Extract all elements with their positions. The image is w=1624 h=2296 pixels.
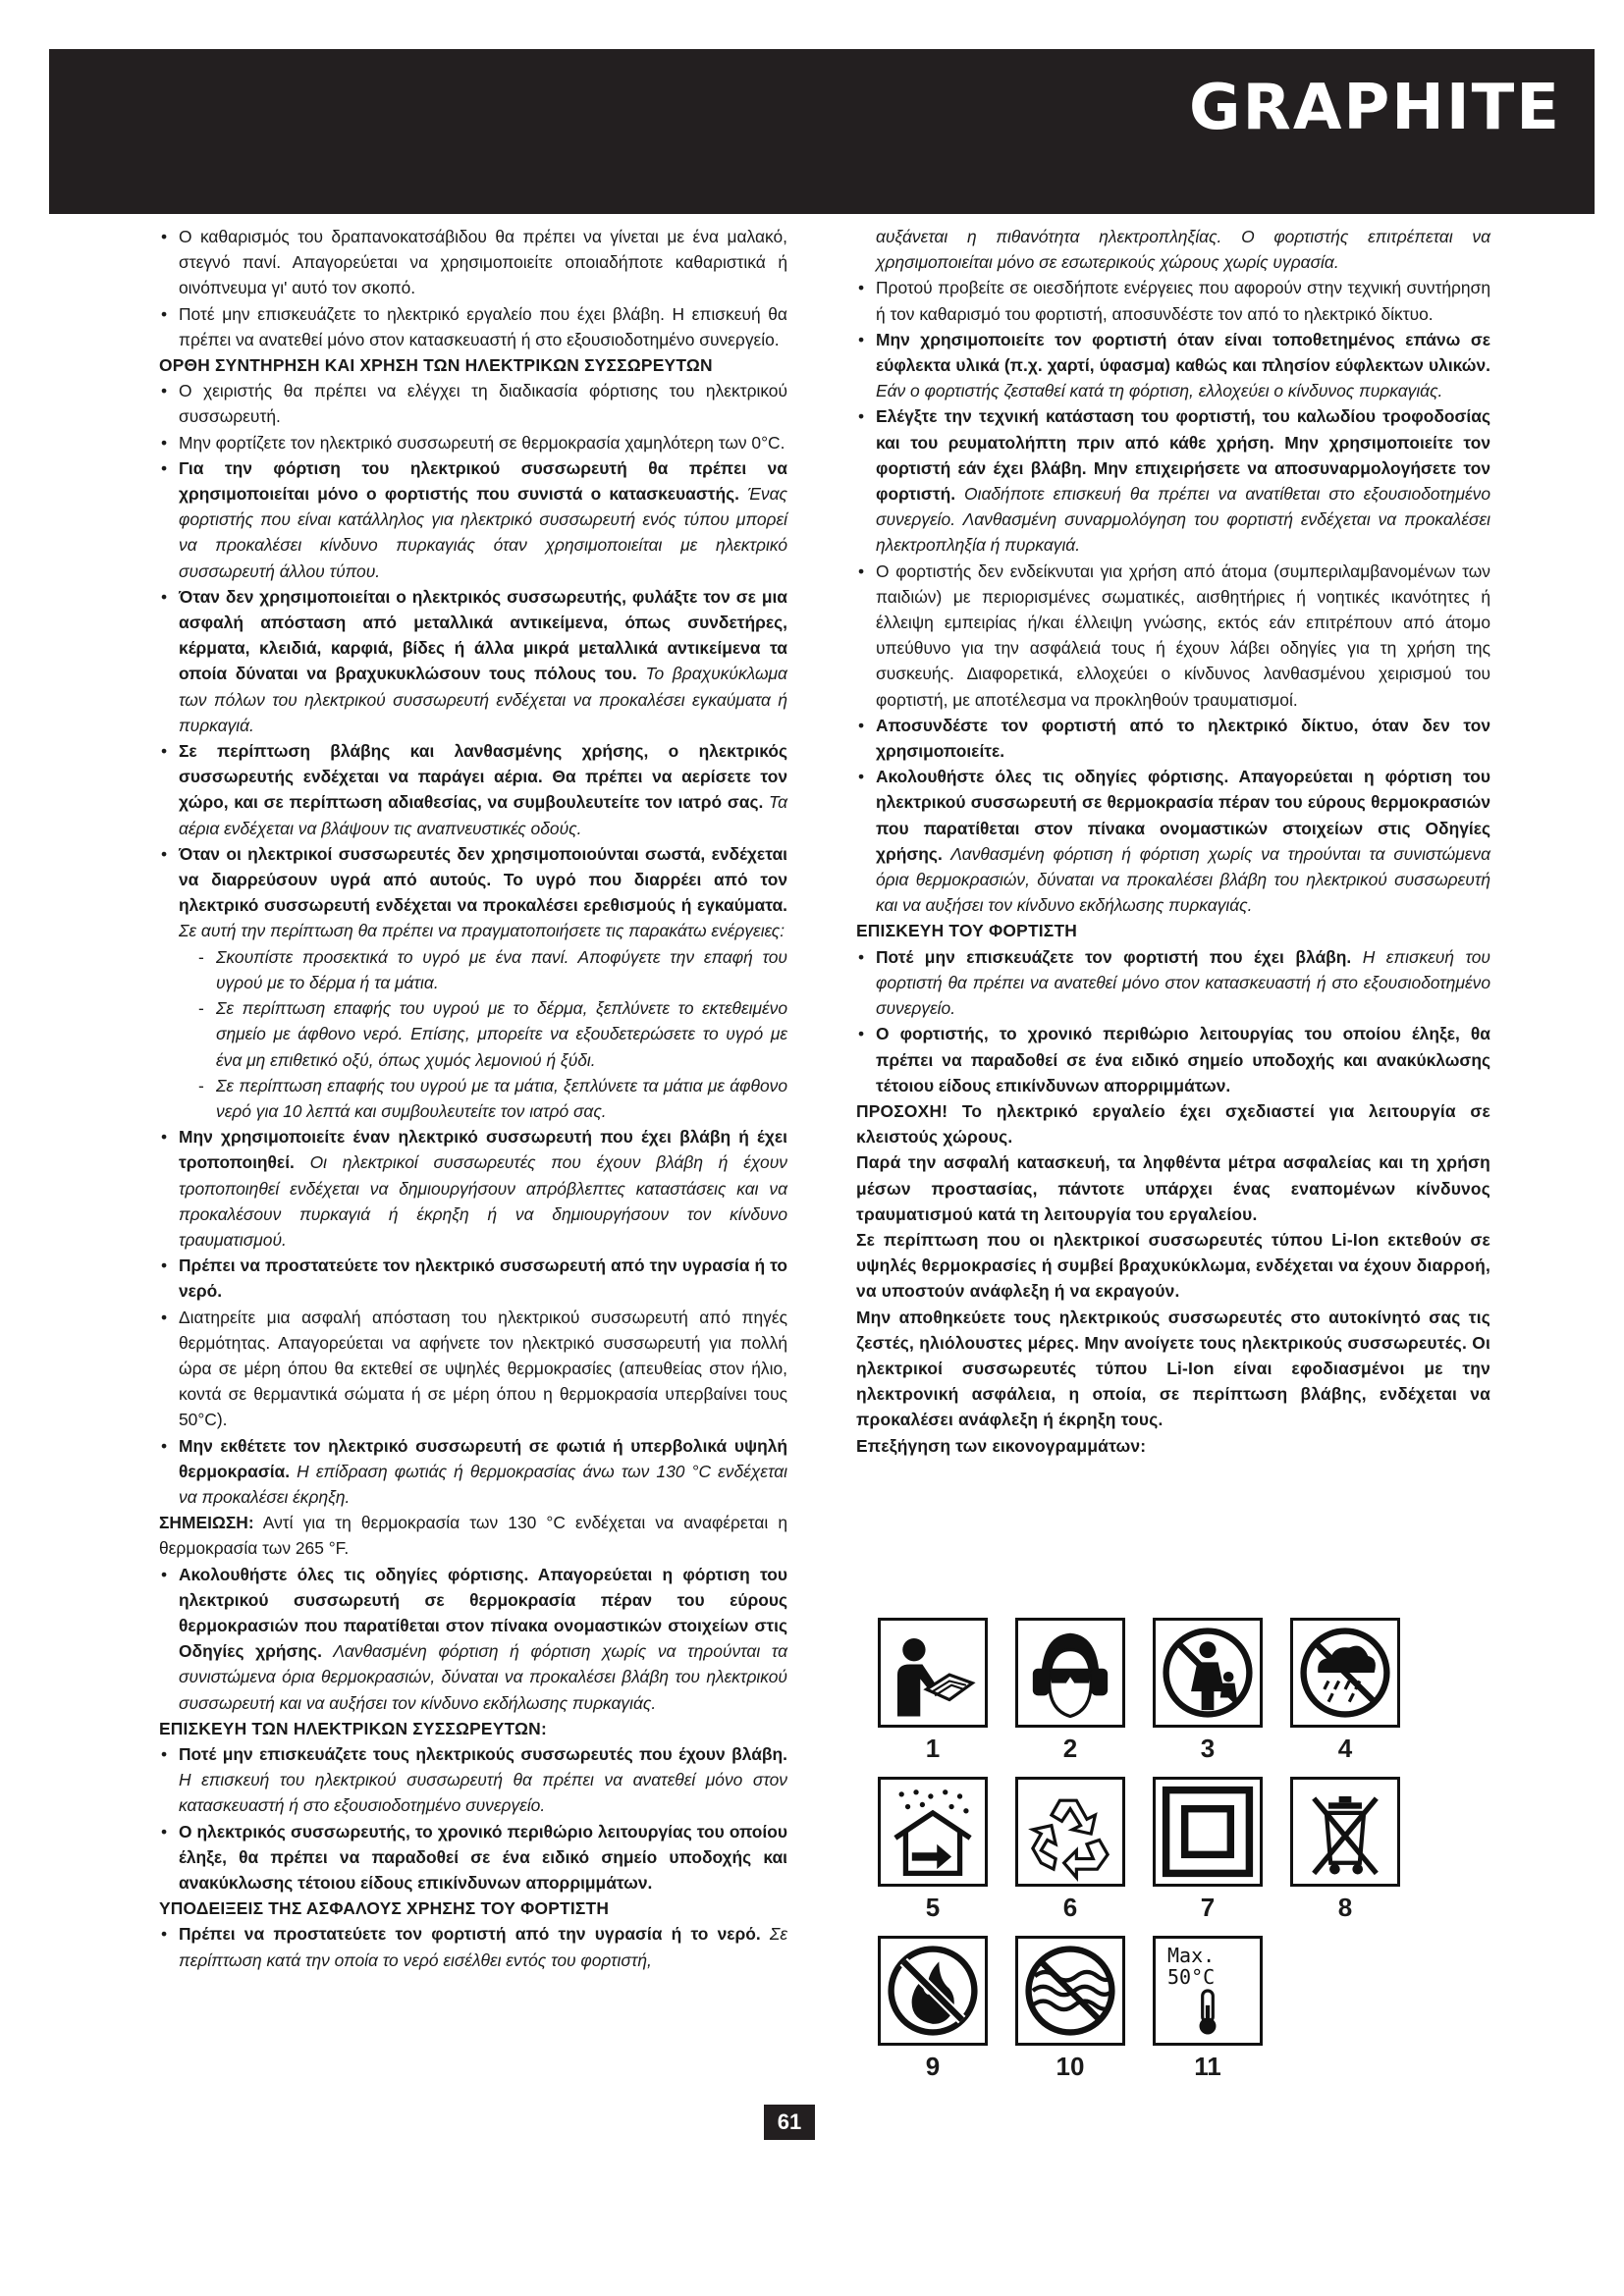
list-item: • Μην φορτίζετε τον ηλεκτρικό συσσωρευτή σε θερμοκρασία χαμηλότερη των 0°C. [159,430,787,455]
warning-text: Παρά την ασφαλή κατασκευή, τα ληφθέντα μέτρα ασφαλείας και τη χρήση μέσων προστασίας, πάντοτε υπάρχει ένας εναπομένων κίνδυνος τραυματισμού κατά τη λειτουργία του εργαλείου. [856,1152,1490,1224]
list-item: • Ποτέ μην επισκευάζετε τον φορτιστή που έχει βλάβη. Η επισκευή του φορτιστή θα πρέπει να ανατεθεί μόνο στον κατασκευαστή ή στο εξουσιοδοτημένο συνεργείο. [856,944,1490,1022]
double-insulation-icon [1153,1777,1263,1887]
icon-number: 6 [1062,1893,1078,1922]
list-item: • Ακολουθήστε όλες τις οδηγίες φόρτισης. Απαγορεύεται η φόρτιση του ηλεκτρικού συσσωρευτή σε θερμοκρασία πέραν του εύρους θερμοκρασιών που παρατίθεται στον πίνακα ονομαστικών στοιχείων στις Οδηγίες χρήσης. Λανθασμένη φόρτιση ή φόρτιση χωρίς να τηρούνται τα συνιστώμενα όρια θερμοκρασιών, δύναται να προκαλέσει βλάβη του ηλεκτρικού συσσωρευτή και να αυξήσει τον κίνδυνο εκδήλωσης πυρκαγιάς. [856,764,1490,918]
icon-number: 4 [1337,1734,1353,1763]
list-item: • Ακολουθήστε όλες τις οδηγίες φόρτισης. Απαγορεύεται η φόρτιση του ηλεκτρικού συσσωρευτή σε θερμοκρασία πέραν του εύρους θερμοκρασιών που παρατίθεται στον πίνακα ονομαστικών στοιχείων στις Οδηγίες χρήσης. Λανθασμένη φόρτιση ή φόρτιση χωρίς να τηρούνται τα συνιστώμενα όρια θερμοκρασιών, δύναται να προκαλέσει βλάβη του ηλεκτρικού συσσωρευτή και να αυξήσει τον κίνδυνο εκδήλωσης πυρκαγιάς. [159,1562,787,1716]
warning-text: ΠΡΟΣΟΧΗ! Το ηλεκτρικό εργαλείο έχει σχεδιαστεί για λειτουργία σε κλειστούς χώρους. [856,1100,1490,1148]
max-temp-value: 50°C [1167,1965,1216,1989]
weee-bin-icon [1290,1777,1400,1887]
list-item: • Ποτέ μην επισκευάζετε τους ηλεκτρικούς συσσωρευτές που έχουν βλάβη. Η επισκευή του ηλεκτρικού συσσωρευτή θα πρέπει να ανατεθεί μόνο στον κατασκευαστή ή στο εξουσιοδοτημένο συνεργείο. [159,1741,787,1819]
list-item: • Μην χρησιμοποιείτε έναν ηλεκτρικό συσσωρευτή που έχει βλάβη ή έχει τροποποιηθεί. Οι ηλεκτρικοί συσσωρευτές που έχουν βλάβη ή έχουν τροποποιηθεί ενδέχεται να δημιουργήσουν απρόβλεπτες καταστάσεις και να προκαλέσουν πυρκαγιά ή έκρηξη ή να δημιουργήσουν τον κίνδυνο τραυματισμού. [159,1124,787,1253]
section-heading: ΟΡΘΗ ΣΥΝΤΗΡΗΣΗ ΚΑΙ ΧΡΗΣΗ ΤΩΝ ΗΛΕΚΤΡΙΚΩΝ ΣΥΣΣΩΡΕΥΤΩΝ [159,355,713,376]
list-item: • Μην εκθέτετε τον ηλεκτρικό συσσωρευτή σε φωτιά ή υπερβολικά υψηλή θερμοκρασία. Η επίδραση φωτιάς ή θερμοκρασίας άνω των 130 °C ενδέχεται να προκαλέσει έκρηξη. [159,1433,787,1511]
brand-logo: GRAPHITE [1189,72,1561,144]
warning-text: Μην αποθηκεύετε τους ηλεκτρικούς συσσωρευτές στο αυτοκίνητό σας τις ζεστές, ηλιόλουστες μέρες. Μην ανοίγετε τους ηλεκτρικούς συσσωρευτές. Οι ηλεκτρικοί συσσωρευτές τύπου Li-Ion είναι εφοδιασμένοι με την ηλεκτρονική ασφάλεια, η οποία, σε περίπτωση βλάβης, ενδέχεται να προκαλέσει ανάφλεξη ή έκρηξη τους. [856,1307,1490,1430]
section-heading: ΕΠΙΣΚΕΥΗ ΤΩΝ ΗΛΕΚΤΡΙΚΩΝ ΣΥΣΣΩΡΕΥΤΩΝ: [159,1718,547,1738]
list-item: • Μην χρησιμοποιείτε τον φορτιστή όταν είναι τοποθετημένος επάνω σε εύφλεκτα υλικά (π.χ. χαρτί, ύφασμα) καθώς και πλησίον εύφλεκτων υλικών. Εάν ο φορτιστής ζεσταθεί κατά τη φόρτιση, ελλοχεύει ο κίνδυνος πυρκαγιάς. [856,327,1490,404]
list-item: • Προτού προβείτε σε οιεσδήποτε ενέργειες που αφορούν στην τεχνική συντήρηση ή τον καθαρισμό του φορτιστή, αποσυνδέστε τον από το ηλεκτρικό δίκτυο. [856,275,1490,326]
no-fire-icon [878,1936,988,2046]
section-heading: ΕΠΙΣΚΕΥΗ ΤΟΥ ΦΟΡΤΙΣΤΗ [856,921,1078,941]
icon-number: 11 [1194,2052,1221,2081]
list-item: • Ο ηλεκτρικός συσσωρευτής, το χρονικό περιθώριο λειτουργίας του οποίου έληξε, θα πρέπει να παραδοθεί σε ένα ειδικό σημείο υποδοχής και ανακύκλωσης τέτοιου είδους επικίνδυνων απορριμμάτων. [159,1819,787,1896]
max-label: Max. [1167,1944,1216,1967]
no-water-icon [1015,1936,1125,2046]
list-item: • Διατηρείτε μια ασφαλή απόσταση του ηλεκτρικού συσσωρευτή από πηγές θερμότητας. Απαγορεύεται να αφήνετε τον ηλεκτρικό συσσωρευτή για πολλή ώρα σε μέρη όπου θα εκτεθεί σε υψηλές θερμοκρασίες (απευθείας στον ήλιο, κοντά σε θερμαντικά σώματα ή σε μέρη όπου η θερμοκρασία υπερβαίνει τους 50°C). [159,1305,787,1433]
list-item: • Ο χειριστής θα πρέπει να ελέγχει τη διαδικασία φόρτισης του ηλεκτρικού συσσωρευτή. [159,378,787,429]
list-item: • Ποτέ μην επισκευάζετε το ηλεκτρικό εργαλείο που έχει βλάβη. Η επισκευή θα πρέπει να ανατεθεί μόνο στον κατασκευαστή ή στο εξουσιοδοτημένο συνεργείο. [159,301,787,352]
sub-list-item: - Σε περίπτωση επαφής του υγρού με τα μάτια, ξεπλύνετε τα μάτια με άφθονο νερό για 10 λεπτά και συμβουλευτείτε τον ιατρό σας. [179,1073,787,1124]
section-heading: ΥΠΟΔΕΙΞΕΙΣ ΤΗΣ ΑΣΦΑΛΟΥΣ ΧΡΗΣΗΣ ΤΟΥ ΦΟΡΤΙΣΤΗ [159,1898,610,1919]
indoor-use-icon [878,1777,988,1887]
icon-number: 8 [1337,1893,1353,1922]
list-item: • Ελέγξτε την τεχνική κατάσταση του φορτιστή, του καλωδίου τροφοδοσίας και του ρευματολήπτη πριν από κάθε χρήση. Μην χρησιμοποιείτε τον φορτιστή εάν έχει βλάβη. Μην επιχειρήσετε να αποσυναρμολογήσετε τον φορτιστή. Οιαδήποτε επισκευή θα πρέπει να ανατίθεται στο εξουσιοδοτημένο συνεργείο. Λανθασμένη συναρμολόγηση του φορτιστή ενδέχεται να προκαλέσει ηλεκτροπληξία ή πυρκαγιά. [856,403,1490,558]
note: ΣΗΜΕΙΩΣΗ: Αντί για τη θερμοκρασία των 130 °C ενδέχεται να αναφέρεται η θερμοκρασία των 265 °F. [159,1513,787,1559]
icon-number: 5 [925,1893,941,1922]
list-item: • Όταν δεν χρησιμοποιείται ο ηλεκτρικός συσσωρευτής, φυλάξτε τον σε μια ασφαλή απόσταση από μεταλλικά αντικείμενα, όπως συνδετήρες, κέρματα, κλειδιά, καρφιά, βίδες ή άλλα μικρά μεταλλικά αντικείμενα τα οποία δύναται να βραχυκυκλώσουν τους πόλους του. Το βραχυκύκλωμα των πόλων του ηλεκτρικού συσσωρευτή ενδέχεται να προκαλέσει εγκαύματα ή πυρκαγιά. [159,584,787,738]
continued-text: αυξάνεται η πιθανότητα ηλεκτροπληξίας. Ο φορτιστής επιτρέπεται να χρησιμοποιείται μόνο σε εσωτερικούς χώρους χωρίς υγρασία. [876,227,1490,273]
page-number: 61 [764,2105,815,2140]
right-column [856,224,1490,1459]
ear-eye-protection-icon [1015,1618,1125,1728]
sub-list-item: - Σε περίπτωση επαφής του υγρού με το δέρμα, ξεπλύνετε το εκτεθειμένο σημείο με άφθονο νερό. Επίσης, μπορείτε να εξουδετερώσετε το υγρό με ένα μη επιθετικό οξύ, όπως χυμός λεμονιού ή ξύδι. [179,995,787,1073]
icon-number: 2 [1062,1734,1078,1763]
list-item: • Σε περίπτωση βλάβης και λανθασμένης χρήσης, ο ηλεκτρικός συσσωρευτής ενδέχεται να παράγει αέρια. Θα πρέπει να αερίσετε τον χώρο, και σε περίπτωση αδιαθεσίας, να συμβουλευτείτε τον ιατρό σας. Τα αέρια ενδέχεται να βλάψουν τις αναπνευστικές οδούς. [159,738,787,841]
icon-number: 1 [925,1734,941,1763]
list-item: • Αποσυνδέστε τον φορτιστή από το ηλεκτρικό δίκτυο, όταν δεν τον χρησιμοποιείτε. [856,713,1490,764]
icon-number: 7 [1200,1893,1216,1922]
list-item: • Για την φόρτιση του ηλεκτρικού συσσωρευτή θα πρέπει να χρησιμοποιείται μόνο ο φορτιστής που συνιστά ο κατασκευαστής. Ένας φορτιστής που είναι κατάλληλος για ηλεκτρικό συσσωρευτή ενός τύπου μπορεί να προκαλέσει κίνδυνο πυρκαγιάς όταν χρησιμοποιείται με ηλεκτρικό συσσωρευτή άλλου τύπου. [159,455,787,584]
list-item: • Πρέπει να προστατεύετε τον ηλεκτρικό συσσωρευτή από την υγρασία ή το νερό. [159,1253,787,1304]
icons-title: Επεξήγηση των εικονογραμμάτων: [856,1435,1147,1456]
thermometer-icon [1156,1939,1260,2043]
sub-list-item: - Σκουπίστε προσεκτικά το υγρό με ένα πανί. Αποφύγετε την επαφή του υγρού με το δέρμα ή τα μάτια. [179,944,787,995]
icon-number: 9 [925,2052,941,2081]
protect-from-rain-icon [1290,1618,1400,1728]
icon-number: 10 [1056,2052,1085,2081]
recycle-icon [1015,1777,1125,1887]
icon-number: 3 [1200,1734,1216,1763]
list-item: • Όταν οι ηλεκτρικοί συσσωρευτές δεν χρησιμοποιούνται σωστά, ενδέχεται να διαρρεύσουν υγρά από αυτούς. Το υγρό που διαρρέει από τον ηλεκτρικό συσσωρευτή ενδέχεται να προκαλέσει ερεθισμούς ή εγκαύματα. Σε αυτή την περίπτωση θα πρέπει να πραγματοποιήσετε τις παρακάτω ενέργειες: - Σκουπίστε προσεκτικά το υγρό με ένα πανί. Αποφύγετε την επαφή του υγρού με το δέρμα ή τα μάτια. - Σε περίπτωση επαφής του υγρού με το δέρμα, ξεπλύνετε το εκτεθειμένο σημείο με άφθονο νερό. Επίσης, μπορείτε να εξουδετερώσετε το υγρό με ένα μη επιθετικό οξύ, όπως χυμός λεμονιού ή ξύδι. - Σε περίπτωση επαφής του υγρού με τα μάτια, ξεπλύνετε τα μάτια με άφθονο νερό για 10 λεπτά και συμβουλευτείτε τον ιατρό σας. [159,841,787,1124]
list-item: • Ο φορτιστής, το χρονικό περιθώριο λειτουργίας του οποίου έληξε, θα πρέπει να παραδοθεί σε ένα ειδικό σημείο υποδοχής και ανακύκλωσης τέτοιου είδους επικίνδυνων απορριμμάτων. [856,1021,1490,1098]
warning-text: Σε περίπτωση που οι ηλεκτρικοί συσσωρευτές τύπου Li-Ion εκτεθούν σε υψηλές θερμοκρασίες ή συμβεί βραχυκύκλωμα, ενδέχεται να έχουν διαρροή, να υποστούν ανάφλεξη ή να εκραγούν. [856,1229,1490,1302]
list-item: • Ο φορτιστής δεν ενδείκνυται για χρήση από άτομα (συμπεριλαμβανομένων των παιδιών) με περιορισμένες σωματικές, αισθητήριες ή νοητικές ικανότητες ή έλλειψη εμπειρίας ή/και έλλειψη γνώσης, εκτός εάν επιτρέπουν από άτομο υπεύθυνο για την ασφάλειά τους ή έχουν λάβει οδηγίες για τη χρήση της συσκευής. Διαφορετικά, ελλοχεύει ο κίνδυνος λανθασμένου χειρισμού του φορτιστή, με αποτέλεσμα να προκληθούν τραυματισμοί. [856,559,1490,713]
left-column [159,224,787,1973]
read-manual-icon [878,1618,988,1728]
pictogram-grid [874,1610,1424,2120]
keep-away-children-icon [1153,1618,1263,1728]
list-item: • Πρέπει να προστατεύετε τον φορτιστή από την υγρασία ή το νερό. Σε περίπτωση κατά την οποία το νερό εισέλθει εντός του φορτιστή, [159,1921,787,1972]
list-item: • Ο καθαρισμός του δραπανοκατσάβιδου θα πρέπει να γίνεται με ένα μαλακό, στεγνό πανί. Απαγορεύεται να χρησιμοποιείτε οποιαδήποτε καθαριστικά ή οινόπνευμα γι' αυτό τον σκοπό. [159,224,787,301]
max-temperature-icon [1153,1936,1263,2046]
